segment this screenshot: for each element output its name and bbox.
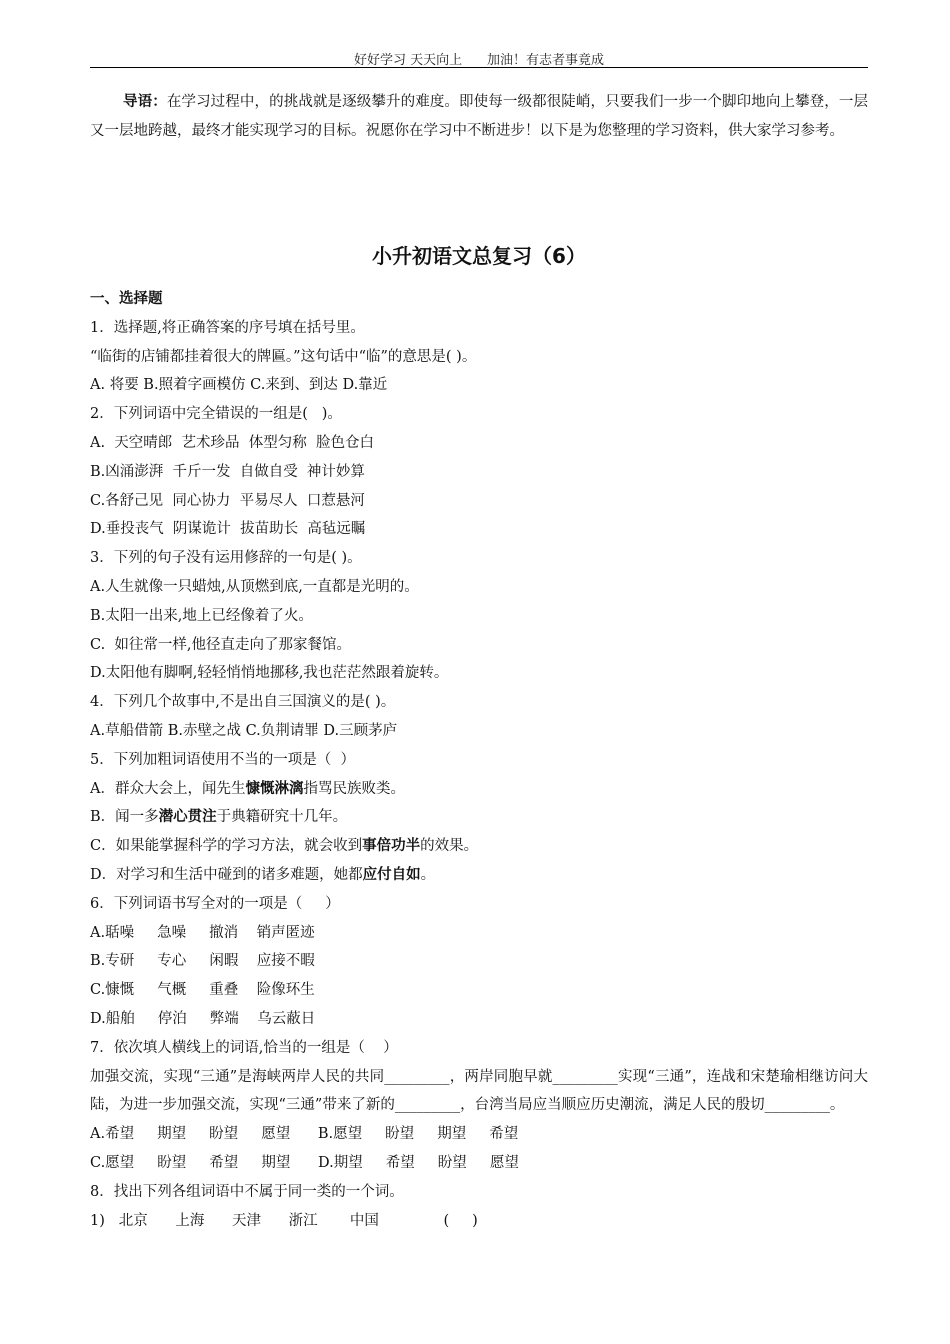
question-1-options: A. 将要 B.照着字画模仿 C.来到、到达 D.靠近 xyxy=(90,377,388,394)
question-5-option-c xyxy=(90,832,868,861)
option-c-text: C．如果能掌握科学的学习方法，就会收到 xyxy=(90,838,363,855)
question-6-option-a: A.聒噪 急噪 撤消 销声匿迹 xyxy=(90,924,315,941)
question-2-option-d: D.垂投丧气 阴谋诡计 拔苗助长 高毡远瞩 xyxy=(90,521,366,538)
question-3-option-d: D.太阳他有脚啊,轻轻悄悄地挪移,我也茫茫然跟着旋转。 xyxy=(90,665,449,682)
option-b-text-end: 于典籍研究十几年。 xyxy=(216,809,348,826)
intro-label: 导语： xyxy=(123,94,167,110)
question-6-option-d: D.船舶 停泊 弊端 乌云蔽日 xyxy=(90,1010,316,1027)
option-d-bold-phrase: 应付自如 xyxy=(362,866,421,883)
question-7-options-ab: A.希望 期望 盼望 愿望 B.愿望 盼望 期望 希望 xyxy=(90,1126,519,1143)
question-6-option-c: C.慷慨 气概 重叠 险像环生 xyxy=(90,982,315,999)
header-rule xyxy=(90,67,868,68)
question-6-stem: 6．下列词语书写全对的一项是（ ） xyxy=(90,895,340,912)
question-2-option-c: C.各舒己见 同心协力 平易尽人 口惹悬河 xyxy=(90,492,365,509)
question-8-stem: 8．找出下列各组词语中不属于同一类的一个词。 xyxy=(90,1183,404,1200)
intro-text: 在学习过程中，的挑战就是逐级攀升的难度。即使每一级都很陡峭，只要我们一步一个脚印地向上攀登，一层又一层地跨越，最终才能实现学习的目标。祝愿你在学习中不断进步！以下是为您整理的学习资料，供大家学习参考。 xyxy=(90,94,869,139)
option-a-bold-phrase: 慷慨淋漓 xyxy=(245,780,304,797)
question-8-item-1: 1) 北京 上海 天津 浙江 中国 ( ) xyxy=(90,1212,478,1229)
option-a-text: A．群众大会上，闻先生 xyxy=(90,780,246,797)
question-list xyxy=(90,285,868,1235)
question-5-option-b xyxy=(90,803,868,832)
page-header: 好好学习 天天向上 加油！有志者事竟成 xyxy=(354,53,604,68)
question-7-stem: 7．依次填人横线上的词语,恰当的一组是（ ） xyxy=(90,1039,398,1056)
question-3-option-b: B.太阳一出来,地上已经像着了火。 xyxy=(90,607,313,624)
option-b-bold-phrase: 潜心贯注 xyxy=(158,809,217,826)
document-title: 小升初语文总复习（6） xyxy=(372,244,586,268)
question-4-options: A.草船借箭 B.赤壁之战 C.负荆请罪 D.三顾茅庐 xyxy=(90,722,398,739)
question-6-option-b: B.专研 专心 闲暇 应接不暇 xyxy=(90,953,315,970)
question-2-option-b: B.凶涌澎湃 千斤一发 自做自受 神计妙算 xyxy=(90,463,365,480)
option-c-text-end: 的效果。 xyxy=(420,838,479,855)
option-d-text-end: 。 xyxy=(420,866,436,883)
option-a-text-end: 指骂民族败类。 xyxy=(303,780,405,797)
intro-paragraph xyxy=(90,88,868,146)
question-7-options-cd: C.愿望 盼望 希望 期望 D.期望 希望 盼望 愿望 xyxy=(90,1154,519,1171)
question-2-stem: 2．下列词语中完全错误的一组是( )。 xyxy=(90,406,342,423)
option-d-text: D．对学习和生活中碰到的诸多难题，她都 xyxy=(90,866,363,883)
question-3-option-c: C. 如往常一样,他径直走向了那家餐馆。 xyxy=(90,636,352,653)
question-5-option-a xyxy=(90,775,868,804)
option-c-bold-phrase: 事倍功半 xyxy=(362,838,421,855)
question-5-stem: 5．下列加粗词语使用不当的一项是（ ） xyxy=(90,751,355,768)
question-1-stem: 1．选择题,将正确答案的序号填在括号里。 xyxy=(90,319,365,336)
question-1-sentence: “临街的店铺都挂着很大的牌匾。”这句话中“临”的意思是( )。 xyxy=(90,348,477,365)
question-2-option-a: A. 天空晴郎 艺术珍品 体型匀称 脸色仓白 xyxy=(90,434,374,451)
question-3-stem: 3．下列的句子没有运用修辞的一句是( )。 xyxy=(90,550,362,567)
question-7-passage: 加强交流，实现“三通”是海峡两岸人民的共同_________，两岸同胞早就_________实现“三通”，连战和宋楚瑜相继访问大陆，为进一步加强交流，实现“三通”带来了新的_________，台湾当局应当顺应历史潮流，满足人民的殷切_________。 xyxy=(90,1068,868,1114)
section-heading: 一、选择题 xyxy=(90,291,163,307)
question-3-option-a: A.人生就像一只蜡烛,从顶燃到底,一直都是光明的。 xyxy=(90,578,419,595)
option-b-text: B．闻一多 xyxy=(90,809,159,826)
question-5-option-d xyxy=(90,861,868,890)
question-4-stem: 4．下列几个故事中,不是出自三国演义的是( )。 xyxy=(90,694,396,711)
